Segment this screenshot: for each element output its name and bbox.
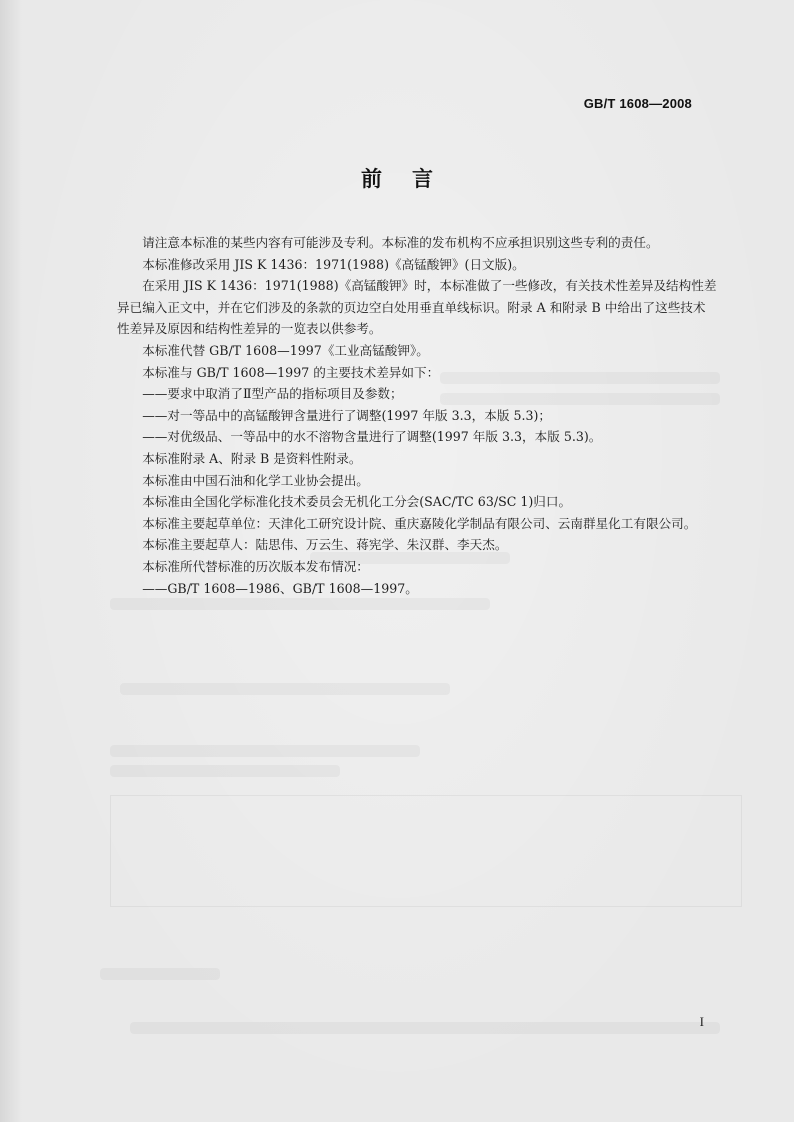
foreword-body [117, 232, 717, 599]
difference-item: ——要求中取消了Ⅱ型产品的指标项目及参数； [142, 386, 403, 402]
paragraph-history-intro: 本标准所代替标准的历次版本发布情况： [142, 558, 369, 574]
bleed-through-table [110, 795, 742, 907]
bleed-through-line [120, 683, 450, 695]
paragraph-modifications: 在采用 JIS K 1436：1971(1988)《高锰酸钾》时，本标准做了一些修改，有关技术性差异及结构性差异已编入正文中，并在它们涉及的条款的页边空白处用垂直单线标识。附录 A 和附录 B 中给出了这些技术性差异及原因和结构性差异的一览表以供参考。 [117, 278, 717, 337]
paragraph-drafters: 本标准主要起草人：陆思伟、万云生、蒋宪学、朱汉群、李天杰。 [142, 537, 508, 553]
bleed-through-line [130, 1022, 720, 1034]
page-title: 前言 [361, 167, 463, 191]
paragraph-proposer: 本标准由中国石油和化学工业协会提出。 [142, 472, 369, 488]
difference-item: ——对一等品中的高锰酸钾含量进行了调整(1997 年版 3.3，本版 5.3)； [142, 407, 551, 423]
paragraph-appendices: 本标准附录 A、附录 B 是资料性附录。 [142, 450, 362, 466]
paragraph-differences-intro: 本标准与 GB/T 1608—1997 的主要技术差异如下： [142, 364, 440, 380]
bleed-through-line [110, 598, 490, 610]
paragraph-adoption: 本标准修改采用 JIS K 1436：1971(1988)《高锰酸钾》(日文版)。 [142, 256, 525, 272]
history-item: ——GB/T 1608—1986、GB/T 1608—1997。 [142, 580, 418, 596]
paragraph-committee: 本标准由全国化学标准化技术委员会无机化工分会(SAC/TC 63/SC 1)归口。 [142, 494, 572, 510]
difference-item: ——对优级品、一等品中的水不溶物含量进行了调整(1997 年版 3.3，本版 5.3)。 [142, 429, 602, 445]
bleed-through-line [100, 968, 220, 980]
standard-code: GB/T 1608—2008 [583, 96, 692, 111]
bleed-through-line [110, 765, 340, 777]
bleed-through-line [110, 745, 420, 757]
page-number: I [699, 1014, 704, 1029]
paragraph-drafting-units: 本标准主要起草单位：天津化工研究设计院、重庆嘉陵化学制品有限公司、云南群星化工有限公司。 [142, 515, 697, 531]
paragraph-patent-notice: 请注意本标准的某些内容有可能涉及专利。本标准的发布机构不应承担识别这些专利的责任。 [142, 235, 659, 250]
paragraph-replaces: 本标准代替 GB/T 1608—1997《工业高锰酸钾》。 [142, 342, 429, 358]
